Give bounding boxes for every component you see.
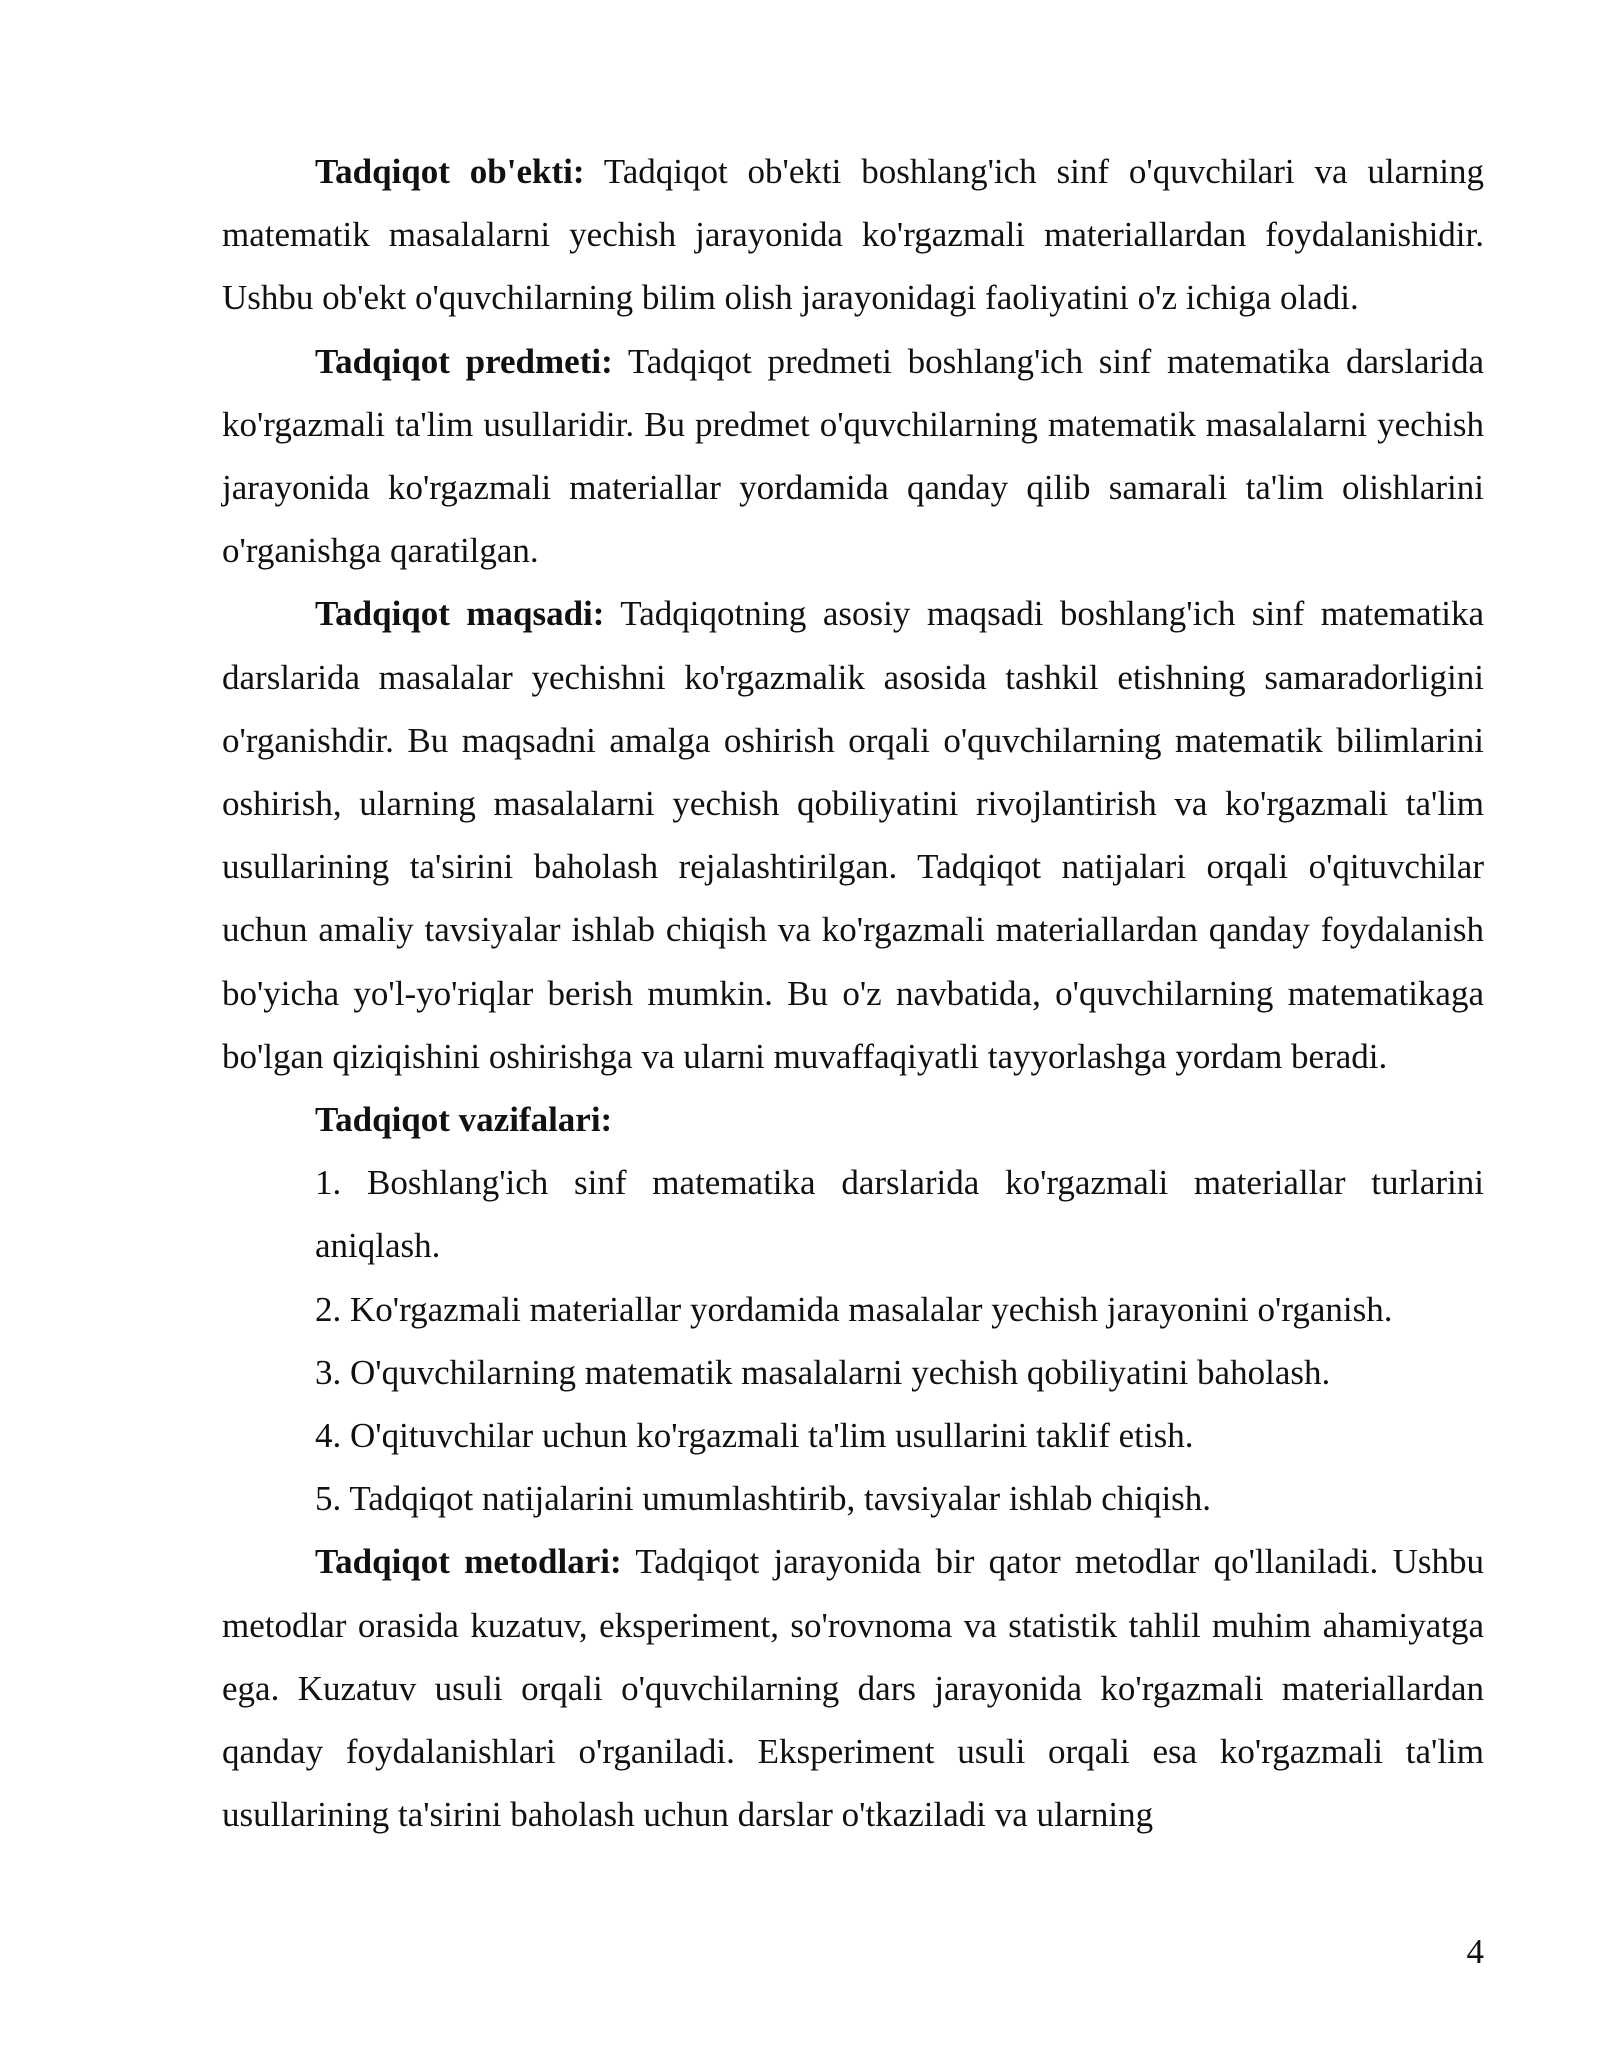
task-item: 5. Tadqiqot natijalarini umumlashtirib, tavsiyalar ishlab chiqish. — [315, 1479, 1212, 1519]
page-number: 4 — [1466, 1932, 1484, 1971]
document-page — [222, 140, 1484, 1846]
task-item: 4. O'qituvchilar uchun ko'rgazmali ta'lim usullarini taklif etish. — [315, 1416, 1194, 1456]
heading-goal: Tadqiqot maqsadi: — [315, 594, 605, 634]
heading-subject: Tadqiqot predmeti: — [315, 341, 613, 381]
heading-methods: Tadqiqot metodlari: — [315, 1542, 622, 1582]
paragraph-object — [222, 140, 1484, 330]
heading-object: Tadqiqot ob'ekti: — [315, 152, 585, 191]
paragraph-goal — [222, 582, 1484, 1088]
task-item: 1. Boshlang'ich sinf matematika darslarida ko'rgazmali materiallar turlarini aniqlash. — [315, 1163, 1484, 1266]
task-item: 2. Ko'rgazmali materiallar yordamida masalalar yechish jarayonini o'rganish. — [315, 1289, 1393, 1329]
paragraph-subject-text: Tadqiqot predmeti boshlang'ich sinf matematika darslarida ko'rgazmali ta'lim usullaridir. Bu predmet o'quvchilarning matematik masalalarni yechish jarayonida ko'rgazmali materiallar yordamida qanday qilib samarali ta'lim olishlarini o'rganishga qaratilgan. — [222, 341, 1484, 571]
task-item: 3. O'quvchilarning matematik masalalarni yechish qobiliyatini baholash. — [315, 1352, 1331, 1392]
task-list — [222, 1151, 1484, 1530]
paragraph-object-text: Tadqiqot ob'ekti boshlang'ich sinf o'quvchilari va ularning matematik masalalarni yechish jarayonida ko'rgazmali materiallardan foydalanishidir. Ushbu ob'ekt o'quvchilarning bilim olish jarayonidagi faoliyatini o'z ichiga oladi. — [222, 152, 1485, 318]
paragraph-subject — [222, 330, 1484, 583]
paragraph-goal-text: Tadqiqotning asosiy maqsadi boshlang'ich sinf matematika darslarida masalalar yechishni ko'rgazmalik asosida tashkil etishning samaradorligini o'rganishdir. Bu maqsadni amalga oshirish orqali o'quvchilarning matematik bilimlarini oshirish, ularning masalalarni yechish qobiliyatini rivojlantirish va ko'rgazmali ta'lim usullarining ta'sirini baholash rejalashtirilgan. Tadqiqot natijalari orqali o'qituvchilar uchun amaliy tavsiyalar ishlab chiqish va ko'rgazmali materiallardan qanday foydalanish bo'yicha yo'l-yo'riqlar berish mumkin. Bu o'z navbatida, o'quvchilarning matematikaga bo'lgan qiziqishini oshirishga va ularni muvaffaqiyatli tayyorlashga yordam beradi. — [222, 594, 1485, 1076]
paragraph-methods — [222, 1530, 1484, 1846]
heading-tasks: Tadqiqot vazifalari: — [315, 1100, 613, 1140]
paragraph-methods-text: Tadqiqot jarayonida bir qator metodlar qo'llaniladi. Ushbu metodlar orasida kuzatuv, eksperiment, so'rovnoma va statistik tahlil muhim ahamiyatga ega. Kuzatuv usuli orqali o'quvchilarning dars jarayonida ko'rgazmali materiallardan qanday foydalanishlari o'rganiladi. Eksperiment usuli orqali esa ko'rgazmali ta'lim usullarining ta'sirini baholash uchun darslar o'tkaziladi va ularning — [222, 1542, 1484, 1835]
